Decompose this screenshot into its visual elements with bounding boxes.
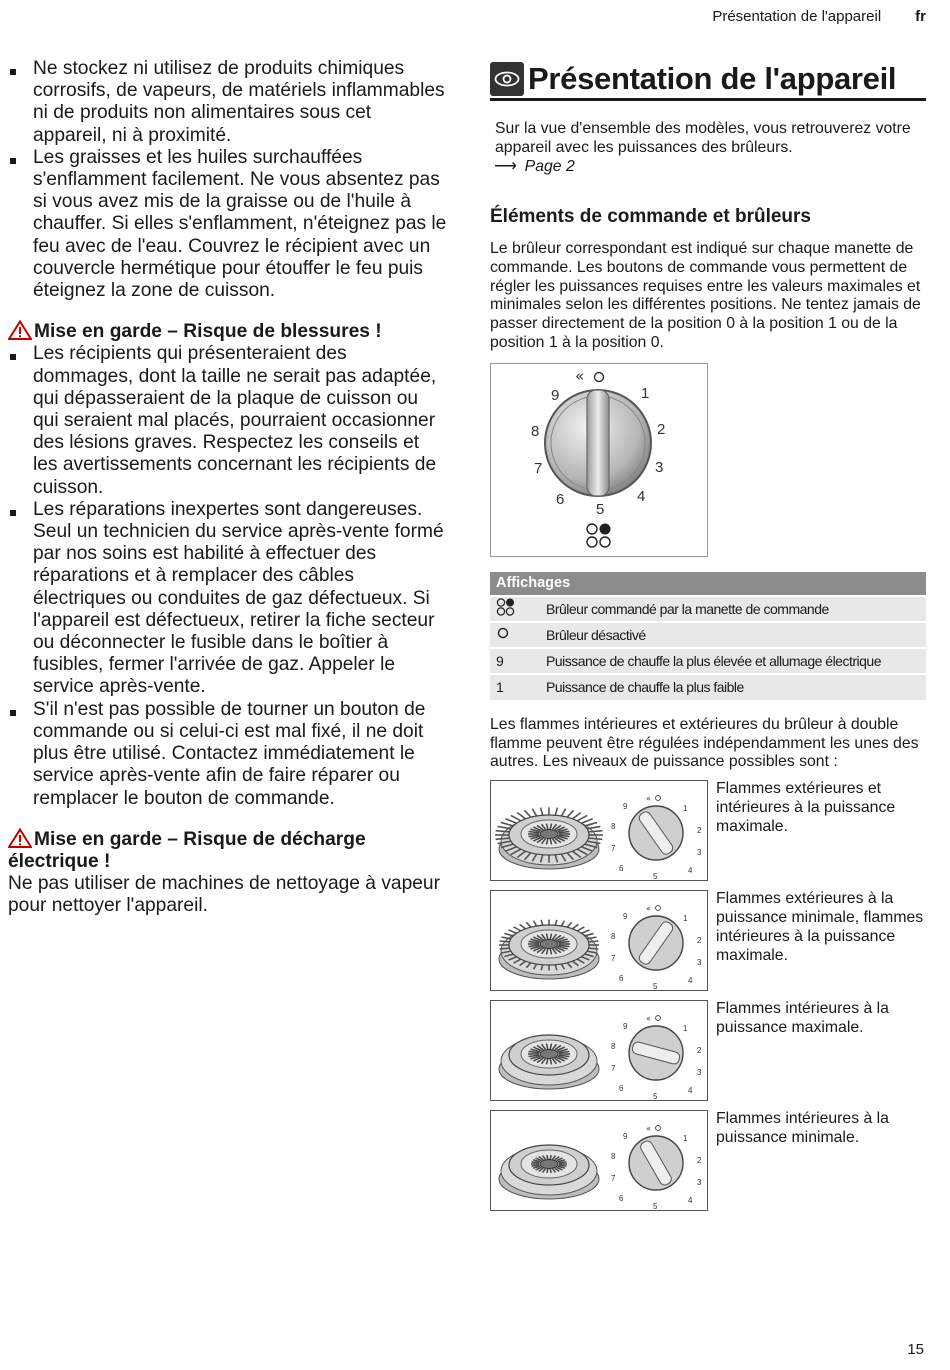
left-column (8, 58, 448, 918)
warning-injury (8, 320, 448, 343)
warning-triangle-icon (8, 320, 32, 340)
svg-text:3: 3 (697, 958, 702, 968)
svg-text:2: 2 (697, 1046, 702, 1056)
svg-text:7: 7 (611, 954, 616, 964)
flame-levels (490, 780, 926, 1220)
closing-text: Ne pas utiliser de machines de nettoyage à vapeur pour nettoyer l'appareil. (8, 873, 440, 917)
svg-text:«: « (575, 366, 585, 385)
burner-knob-icon (491, 1111, 707, 1210)
burner-illustration (490, 780, 708, 881)
svg-text:4: 4 (688, 1196, 693, 1206)
svg-text:6: 6 (619, 1084, 624, 1094)
svg-text:5: 5 (653, 1092, 658, 1101)
svg-text:5: 5 (653, 872, 658, 881)
svg-text:3: 3 (697, 1068, 702, 1078)
svg-text:3: 3 (697, 848, 702, 858)
knob-number: 8 (531, 422, 540, 440)
knob-number: 2 (657, 420, 666, 438)
flame-level-row (490, 890, 926, 1000)
table-cell-symbol: 1 (490, 674, 540, 700)
knob-number: 3 (655, 458, 664, 476)
flame-level-caption: Flammes intérieures à la puissance minimale. (716, 1110, 889, 1146)
bullet-list-top (8, 58, 448, 302)
list-item: Les réparations inexpertes sont dangereuses. Seul un technicien du service après-vente formé par nos soins est habilité à effectuer des réparations et à remplacer des câbles électriques ou conduites de gaz défectueux. Si l'appareil est défectueux, retirer la fiche secteur ou déconnecter le fusible dans le boîtier à fusibles, fermer l'arrivée de gaz. Appeler le service après-vente. (8, 499, 448, 699)
flame-level-row (490, 1110, 926, 1220)
svg-text:8: 8 (611, 822, 616, 832)
burner-knob-icon (491, 891, 707, 990)
page-reference (490, 157, 926, 176)
intro-text: Sur la vue d'ensemble des modèles, vous retrouverez votre appareil avec les puissances des brûleurs. (495, 120, 911, 156)
flames-intro-text: Les flammes intérieures et extérieures du brûleur à double flamme peuvent être régulées indépendamment les unes des autres. Les niveaux de puissance possibles sont : (490, 715, 919, 771)
running-header (712, 8, 926, 25)
svg-text:2: 2 (697, 936, 702, 946)
svg-text:«: « (646, 1124, 651, 1134)
svg-text:6: 6 (619, 864, 624, 874)
svg-text:«: « (646, 794, 651, 804)
knob-number: 9 (551, 386, 560, 404)
svg-text:2: 2 (697, 826, 702, 836)
knob-number: 1 (641, 384, 650, 402)
svg-text:7: 7 (611, 1174, 616, 1184)
burner-illustration (490, 1110, 708, 1211)
burner-knob-icon (491, 781, 707, 880)
table-row (490, 596, 926, 622)
flame-level-row (490, 1000, 926, 1110)
svg-text:«: « (646, 904, 651, 914)
flame-level-caption: Flammes intérieures à la puissance maximale. (716, 1000, 889, 1036)
table-header: Affichages (490, 572, 926, 596)
knob-number: 4 (637, 487, 646, 505)
table-cell: Puissance de chauffe la plus élevée et allumage électrique (540, 648, 926, 674)
svg-text:«: « (646, 1014, 651, 1024)
burner-illustration (490, 890, 708, 991)
knob-number: 5 (596, 500, 605, 518)
svg-text:9: 9 (623, 912, 628, 922)
table-cell: Puissance de chauffe la plus faible (540, 674, 926, 700)
displays-table (490, 572, 926, 700)
svg-text:9: 9 (623, 1022, 628, 1032)
table-row (490, 622, 926, 648)
svg-text:4: 4 (688, 976, 693, 986)
svg-text:7: 7 (611, 844, 616, 854)
svg-text:8: 8 (611, 1152, 616, 1162)
page-title: Présentation de l'appareil (528, 61, 897, 96)
knob-number: 6 (556, 490, 565, 508)
svg-text:2: 2 (697, 1156, 702, 1166)
svg-text:9: 9 (623, 1132, 628, 1142)
table-row (490, 674, 926, 700)
header-section: Présentation de l'appareil (712, 8, 882, 25)
svg-text:6: 6 (619, 1194, 624, 1204)
warning-electric-text: Mise en garde – Risque de décharge électrique ! (8, 828, 366, 872)
list-item: Ne stockez ni utilisez de produits chimiques corrosifs, de vapeurs, de matériels inflammables ni de produits non alimentaires sous cet appareil, ni à proximité. (8, 58, 448, 147)
table-cell-symbol: 9 (490, 648, 540, 674)
burner-illustration (490, 1000, 708, 1101)
table-row (490, 648, 926, 674)
arrow-right-icon: ⟶ (494, 158, 517, 175)
svg-text:3: 3 (697, 1178, 702, 1188)
svg-text:9: 9 (623, 802, 628, 812)
svg-text:5: 5 (653, 982, 658, 991)
svg-text:1: 1 (683, 914, 688, 924)
knob-number: 7 (534, 459, 543, 477)
section-heading (490, 62, 926, 101)
svg-text:7: 7 (611, 1064, 616, 1074)
burner-off-icon (490, 622, 540, 648)
subheading: Éléments de commande et brûleurs (490, 206, 811, 227)
burner-knob-icon (491, 1001, 707, 1100)
warning-electric (8, 828, 448, 873)
svg-text:1: 1 (683, 804, 688, 814)
svg-text:8: 8 (611, 1042, 616, 1052)
table-cell: Brûleur commandé par la manette de commande (540, 596, 926, 622)
svg-text:5: 5 (653, 1202, 658, 1211)
page-reference-text: Page 2 (524, 158, 575, 175)
warning-injury-text: Mise en garde – Risque de blessures ! (34, 321, 382, 343)
table-cell: Brûleur désactivé (540, 622, 926, 648)
svg-text:4: 4 (688, 866, 693, 876)
list-item: S'il n'est pas possible de tourner un bouton de commande ou si celui-ci est mal fixé, il ne doit plus être utilisé. Contactez immédiatement le service après-vente afin de faire réparer ou remplacer le bouton de commande. (8, 699, 448, 810)
bullet-list-mid (8, 343, 448, 809)
burner-controlled-icon (490, 596, 540, 622)
control-knob-icon (491, 364, 707, 556)
svg-text:6: 6 (619, 974, 624, 984)
right-column (490, 62, 926, 1220)
warning-triangle-icon (8, 828, 32, 848)
svg-text:4: 4 (688, 1086, 693, 1096)
flame-level-caption: Flammes extérieures et intérieures à la puissance maximale. (716, 780, 896, 835)
header-lang: fr (915, 8, 926, 25)
controls-text: Le brûleur correspondant est indiqué sur chaque manette de commande. Les boutons de commande vous permettent de régler les puissances requises entre les valeurs maximales et minimales selon les différentes positions. Ne tentez jamais de passer directement de la position 0 à la position 1 ou de la position 1 à la position 0. (490, 240, 921, 351)
flame-level-caption: Flammes extérieures à la puissance minimale, flammes intérieures à la puissance maximale. (716, 890, 924, 964)
flame-level-row (490, 780, 926, 890)
svg-text:1: 1 (683, 1024, 688, 1034)
eye-icon (490, 62, 524, 96)
knob-figure (490, 363, 708, 557)
svg-text:1: 1 (683, 1134, 688, 1144)
page-number: 15 (907, 1341, 924, 1358)
svg-text:8: 8 (611, 932, 616, 942)
list-item: Les récipients qui présenteraient des dommages, dont la taille ne serait pas adaptée, qui dépasseraient de la plaque de cuisson ou qui seraient mal placés, pourraient occasionner des lésions graves. Respectez les conseils et les avertissements concernant les récipients de cuisson. (8, 343, 448, 498)
list-item: Les graisses et les huiles surchauffées s'enflamment facilement. Ne vous absentez pas si vous avez mis de la graisse ou de l'huile à chauffer. Si elles s'enflamment, n'éteignez pas le feu avec de l'eau. Couvrez le récipient avec un couvercle hermétique pour étouffer le feu puis éteignez la zone de cuisson. (8, 147, 448, 302)
